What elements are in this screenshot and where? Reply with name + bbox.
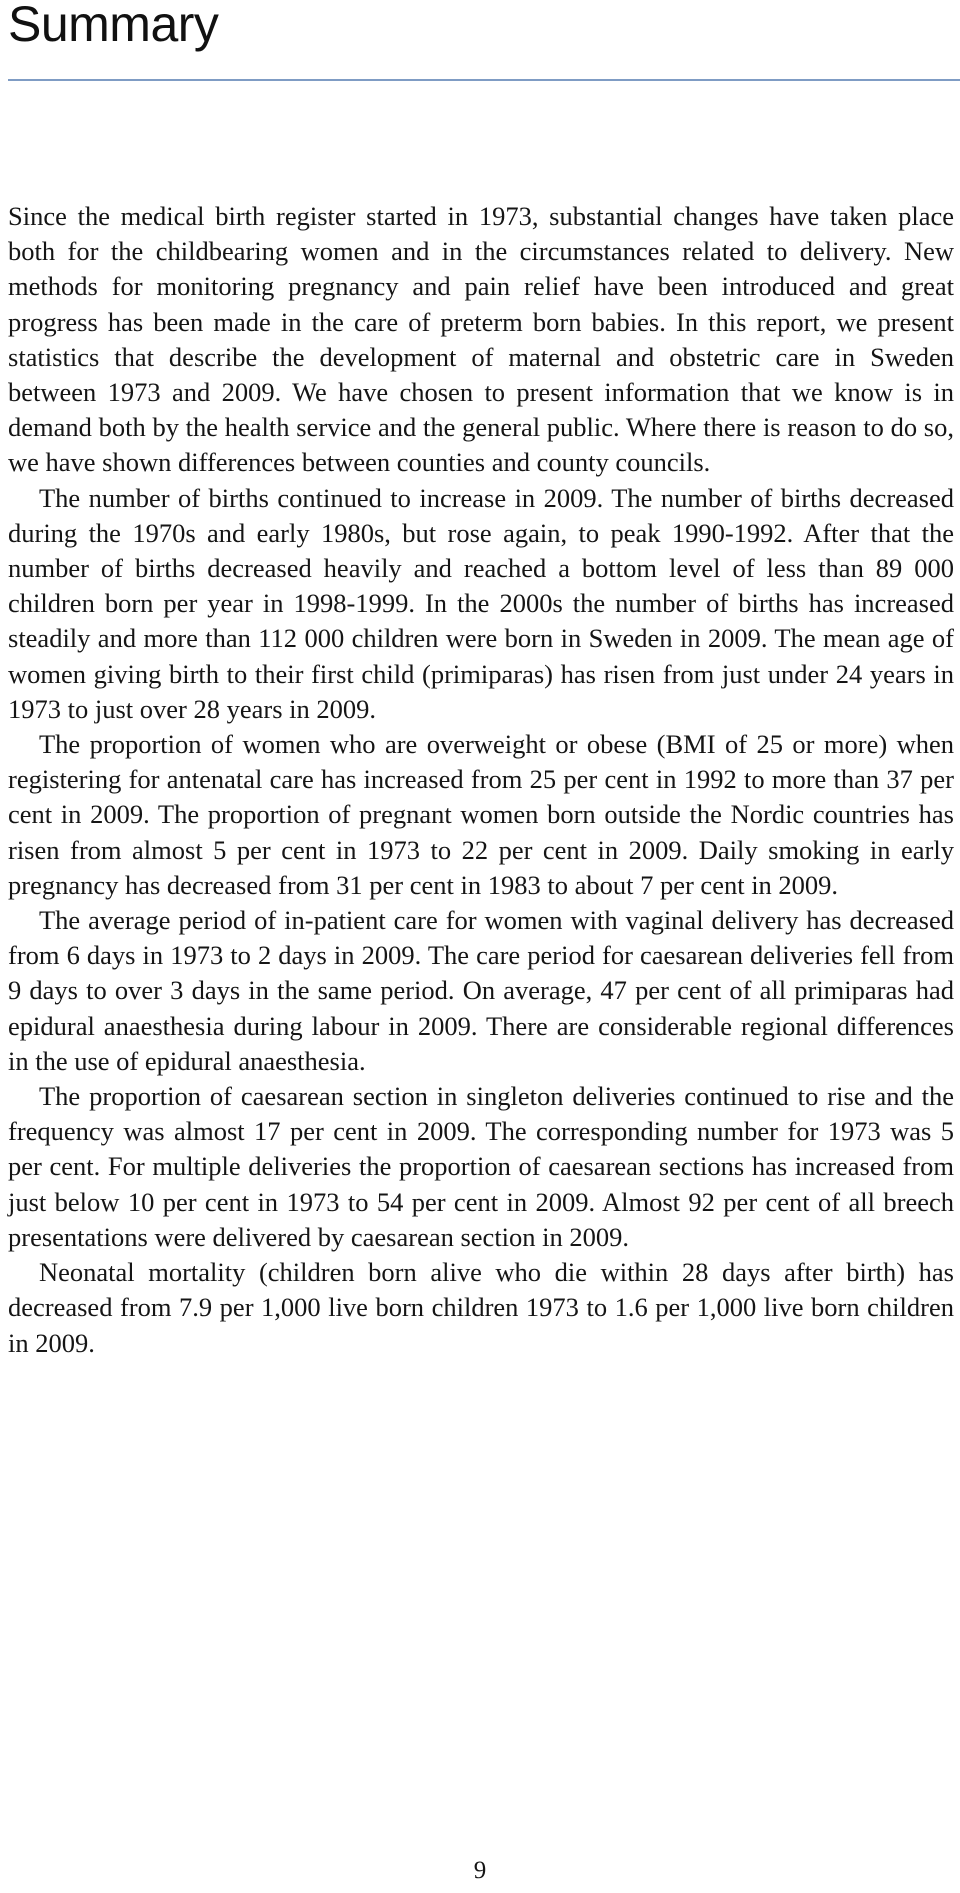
paragraph-births: The number of births continued to increase in 2009. The number of births decreased during the 1970s and early 1980s, but rose again, to peak 1990-1992. After that the number of births decreased heavily and reached a bottom level of less than 89 000 children born per year in 1998-1999. In the 2000s the number of births has increased steadily and more than 112 000 children were born in Sweden in 2009. The mean age of women giving birth to their first child (primiparas) has risen from just under 24 years in 1973 to just over 28 years in 2009.	[8, 482, 954, 724]
summary-body	[8, 199, 954, 1361]
paragraph-neonatal-mortality: Neonatal mortality (children born alive who die within 28 days after birth) has decreased from 7.9 per 1,000 live born children 1973 to 1.6 per 1,000 live born children in 2009.	[8, 1257, 954, 1358]
page-title: Summary	[8, 0, 219, 52]
page-number: 9	[473, 1857, 487, 1884]
page-header	[0, 0, 960, 82]
paragraph-inpatient-care: The average period of in-patient care for women with vaginal delivery has decreased from 6 days in 1973 to 2 days in 2009. The care period for caesarean deliveries fell from 9 days to over 3 days in the same period. On average, 47 per cent of all primiparas had epidural anaesthesia during labour in 2009. There are considerable regional differences in the use of epidural anaesthesia.	[8, 905, 954, 1076]
paragraph-caesarean: The proportion of caesarean section in singleton deliveries continued to rise and the frequency was almost 17 per cent in 2009. The corresponding number for 1973 was 5 per cent. For multiple deliveries the proportion of caesarean sections has increased from just below 10 per cent in 1973 to 54 per cent in 2009. Almost 92 per cent of all breech presentations were delivered by caesarean section in 2009.	[8, 1081, 954, 1252]
paragraph-risk-factors: The proportion of women who are overweight or obese (BMI of 25 or more) when registering for antenatal care has increased from 25 per cent in 1992 to more than 37 per cent in 2009. The proportion of pregnant women born outside the Nordic countries has risen from almost 5 per cent in 1973 to 22 per cent in 2009. Daily smoking in early pregnancy has decreased from 31 per cent in 1983 to about 7 per cent in 2009.	[8, 729, 954, 900]
title-divider	[8, 79, 960, 81]
paragraph-intro: Since the medical birth register started in 1973, substantial changes have taken place both for the childbearing women and in the circumstances related to delivery. New methods for monitoring pregnancy and pain relief have been introduced and great progress has been made in the care of preterm born babies. In this report, we present statistics that describe the development of maternal and obstetric care in Sweden between 1973 and 2009. We have chosen to present information that we know is in demand both by the health service and the general public. Where there is reason to do so, we have shown differences between counties and county councils.	[8, 201, 954, 478]
